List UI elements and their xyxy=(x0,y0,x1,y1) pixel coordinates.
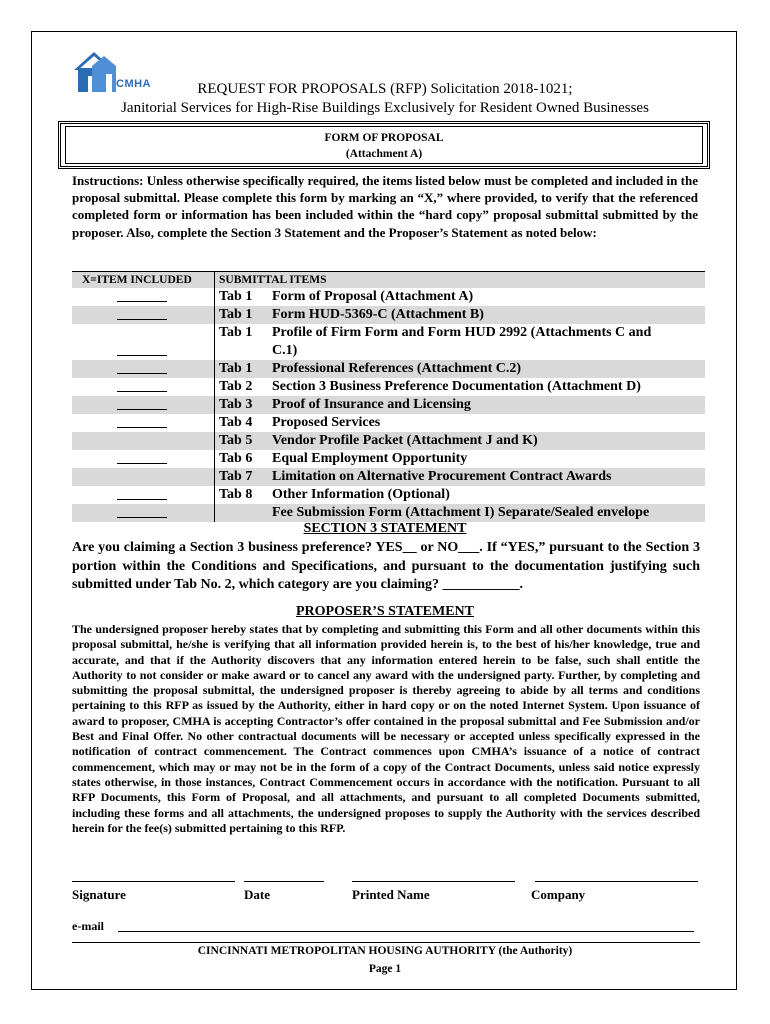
check-blank[interactable] xyxy=(117,319,167,320)
included-cell xyxy=(72,324,215,360)
instructions-text: Instructions: Unless otherwise specifically required, the items listed below must be completed and included in the proposal submittal. Please complete this form by marking an “X,” where provided, to verify that the referenced completed form or information has been included within the “hard copy” proposal submittal submitted by the proposer. Also, complete the Section 3 Statement and the Proposer’s Statement as noted below: xyxy=(72,173,698,240)
item-description xyxy=(272,468,702,486)
page-number: Page 1 xyxy=(368,963,402,975)
rfp-title: REQUEST FOR PROPOSALS (RFP) Solicitation 2018-1021; xyxy=(197,81,573,97)
table-row xyxy=(72,450,705,468)
item-description xyxy=(272,324,702,360)
date-label: Date xyxy=(244,887,270,902)
section3-title: SECTION 3 STATEMENT xyxy=(303,521,467,536)
signature-line[interactable] xyxy=(72,880,235,882)
date-line[interactable] xyxy=(244,880,324,882)
included-cell xyxy=(72,450,215,468)
item-description-line: C.1) xyxy=(272,343,298,358)
tab-label: Tab 1 xyxy=(219,307,253,322)
table-row xyxy=(72,378,705,396)
col-header-items: SUBMITTAL ITEMS xyxy=(219,274,327,286)
email-field[interactable] xyxy=(118,931,694,932)
item-description-line: Proof of Insurance and Licensing xyxy=(272,397,471,412)
tab-label: Tab 8 xyxy=(219,487,253,502)
included-cell xyxy=(72,306,215,324)
form-title-line1: FORM OF PROPOSAL xyxy=(324,132,444,144)
included-cell xyxy=(72,486,215,504)
included-cell xyxy=(72,396,215,414)
tab-label: Tab 1 xyxy=(219,289,253,304)
item-description xyxy=(272,486,702,504)
proposer-statement-text: The undersigned proposer hereby states that by completing and submitting this Form and all other documents within this proposal submittal, he/she is verifying that all information provided herein is, to the best of his/her knowledge, true and accurate, and that if the Authority discovers that any information entered herein to be false, such shall entitle the Authority to not consider or make award or to cancel any award with the undersigned party. Further, by completing and submitting the proposal submittal, the undersigned proposer is thereby agreeing to abide by all terms and conditions pertaining to this RFP as issued by the Authority, either in hard copy or on the noted Internet System. Upon issuance of award to proposer, CMHA is accepting Contractor’s offer contained in the proposal submittal and Fee Submission and/or Best and Final Offer. No other contractual documents will be necessary or accepted unless specifically expressed in the notification of contract commencement. The Contract commences upon CMHA’s issuance of a notice of contract commencement, which may or may not be in the form of a copy of the Contract Documents, unless said notice expressly states otherwise, in those instances, Contract Commencement occurs in accordance with the notification. Pursuant to all RFP Documents, this Form of Proposal, and all attachments, and pursuant to all completed Documents submitted, including these forms and all attachments, the undersigned proposes to supply the Authority with the services described herein for the fee(s) submitted pertaining to this RFP. xyxy=(72,622,700,835)
item-description xyxy=(272,288,702,306)
item-description xyxy=(272,414,702,432)
table-row xyxy=(72,486,705,504)
tab-label: Tab 1 xyxy=(219,325,253,340)
item-description xyxy=(272,306,702,324)
cmha-logo-text: CMHA xyxy=(116,78,151,90)
tab-label: Tab 5 xyxy=(219,433,253,448)
check-blank[interactable] xyxy=(117,373,167,374)
item-description xyxy=(272,378,702,396)
item-description-line: Form of Proposal (Attachment A) xyxy=(272,289,474,304)
tab-label: Tab 6 xyxy=(219,451,253,466)
table-row xyxy=(72,432,705,450)
item-description xyxy=(272,396,702,414)
item-description-line: Equal Employment Opportunity xyxy=(272,451,468,466)
printed-name-line[interactable] xyxy=(352,880,515,882)
check-blank[interactable] xyxy=(117,499,167,500)
printed-name-label: Printed Name xyxy=(352,887,430,902)
tab-label: Tab 3 xyxy=(219,397,253,412)
rfp-subtitle: Janitorial Services for High-Rise Buildings Exclusively for Resident Owned Businesses xyxy=(121,100,649,116)
form-title-line2: (Attachment A) xyxy=(345,148,423,160)
table-header xyxy=(72,271,705,288)
footer-organization: CINCINNATI METROPOLITAN HOUSING AUTHORITY (the Authority) xyxy=(197,945,573,957)
table-row xyxy=(72,360,705,378)
table-row xyxy=(72,468,705,486)
check-blank[interactable] xyxy=(117,463,167,464)
table-row xyxy=(72,306,705,324)
item-description-line: Section 3 Business Preference Documentation (Attachment D) xyxy=(272,379,641,394)
included-cell xyxy=(72,360,215,378)
check-blank[interactable] xyxy=(117,409,167,410)
table-row xyxy=(72,324,705,360)
item-description xyxy=(272,360,702,378)
item-description-line: Limitation on Alternative Procurement Contract Awards xyxy=(272,469,612,484)
company-label: Company xyxy=(531,887,586,902)
included-cell xyxy=(72,432,215,450)
check-blank[interactable] xyxy=(117,301,167,302)
table-row xyxy=(72,396,705,414)
item-description-line: Profile of Firm Form and Form HUD 2992 (Attachments C and xyxy=(272,325,652,340)
proposer-statement-title: PROPOSER’S STATEMENT xyxy=(295,604,474,619)
item-description-line: Professional References (Attachment C.2) xyxy=(272,361,522,376)
item-description-line: Form HUD-5369-C (Attachment B) xyxy=(272,307,484,322)
submittal-items-table xyxy=(72,271,705,522)
tab-label: Tab 4 xyxy=(219,415,253,430)
signature-label: Signature xyxy=(72,887,126,902)
email-label: e-mail xyxy=(72,919,104,933)
table-row xyxy=(72,288,705,306)
table-row xyxy=(72,414,705,432)
footer-divider xyxy=(72,942,700,943)
included-cell xyxy=(72,468,215,486)
item-description xyxy=(272,432,702,450)
item-description-line: Proposed Services xyxy=(272,415,381,430)
company-line[interactable] xyxy=(535,880,698,882)
tab-label: Tab 1 xyxy=(219,361,253,376)
item-description-line: Other Information (Optional) xyxy=(272,487,450,502)
check-blank[interactable] xyxy=(117,517,167,518)
tab-label: Tab 2 xyxy=(219,379,253,394)
included-cell xyxy=(72,414,215,432)
item-description-line: Fee Submission Form (Attachment I) Separate/Sealed envelope xyxy=(272,505,650,520)
form-title xyxy=(65,126,703,164)
item-description-line: Vendor Profile Packet (Attachment J and K) xyxy=(272,433,538,448)
check-blank[interactable] xyxy=(117,427,167,428)
col-header-included: X=ITEM INCLUDED xyxy=(72,272,215,288)
included-cell xyxy=(72,378,215,396)
section3-text: Are you claiming a Section 3 business preference? YES__ or NO___. If “YES,” pursuant to the Section 3 portion within the Conditions and Specifications, and pursuant to the documentation justifying such submitted under Tab No. 2, which category are you claiming? ___________. xyxy=(72,540,700,592)
item-description xyxy=(272,450,702,468)
check-blank[interactable] xyxy=(117,355,167,356)
tab-label: Tab 7 xyxy=(219,469,253,484)
included-cell xyxy=(72,288,215,306)
check-blank[interactable] xyxy=(117,391,167,392)
